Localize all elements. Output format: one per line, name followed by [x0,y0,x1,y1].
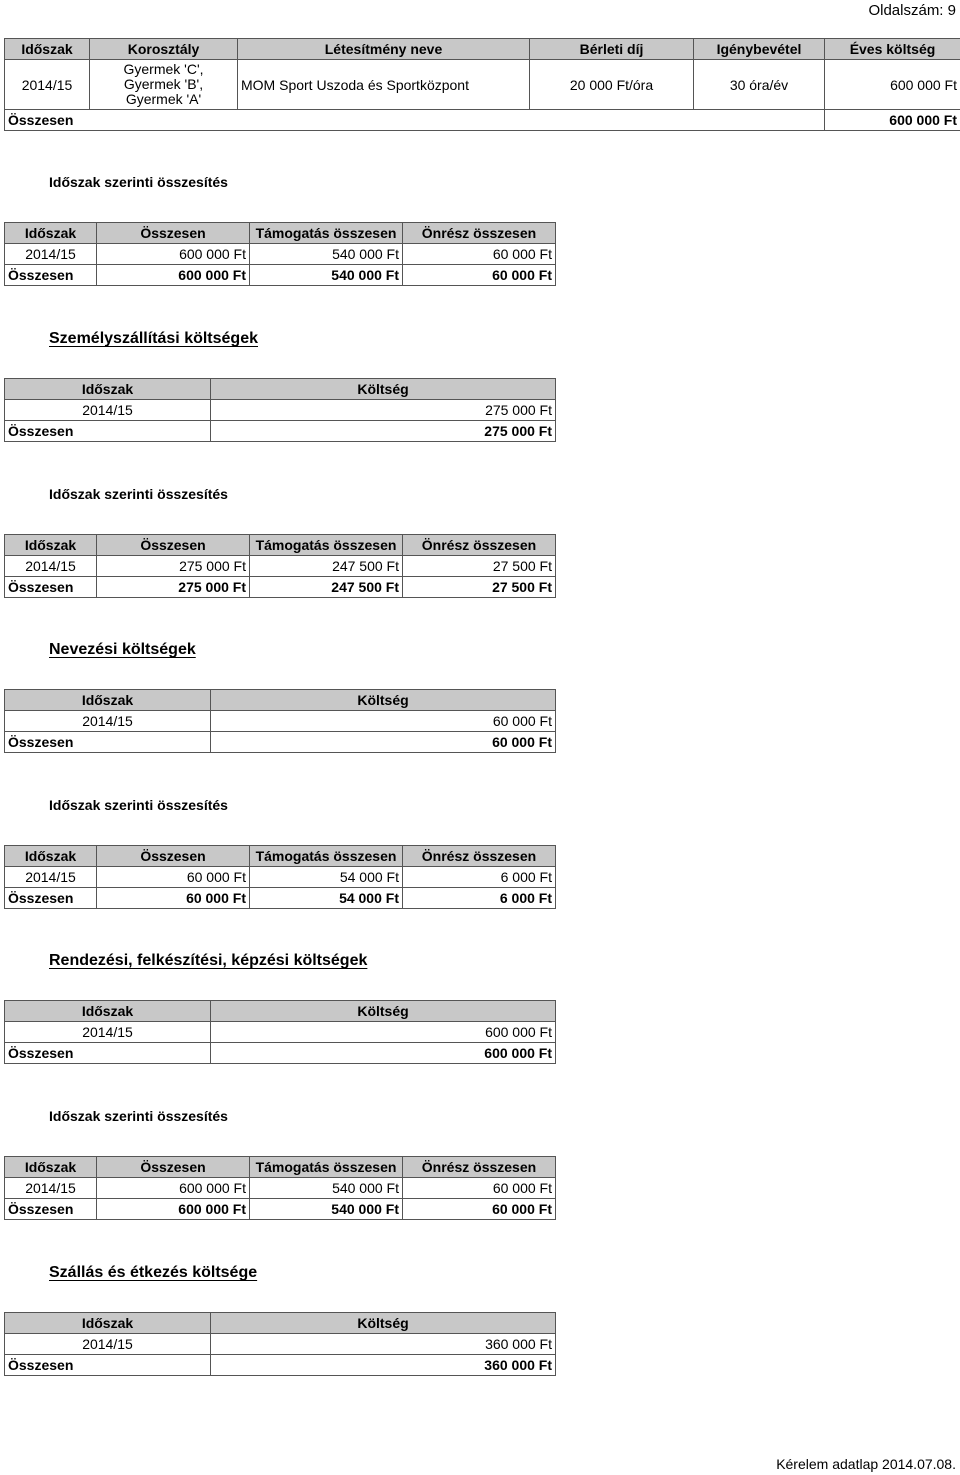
facility-name-cell: MOM Sport Uszoda és Sportközpont [238,60,530,110]
table-header-row [5,39,960,60]
table-row [5,711,556,732]
column-header: Időszak [5,690,211,711]
total-cell: 60 000 Ft [97,867,250,888]
total-cell: 600 000 Ft [97,244,250,265]
period-cell: 2014/15 [5,244,97,265]
column-header: Költség [211,690,556,711]
age-group-line: Gyermek 'B', [123,76,204,92]
summary-table [4,1156,556,1220]
total-row [5,421,556,442]
own-share-cell: 60 000 Ft [403,1199,556,1220]
column-header: Összesen [97,223,250,244]
table-header-row [5,846,556,867]
table-header-row [5,535,556,556]
rent-cell: 20 000 Ft/óra [530,60,694,110]
column-header: Időszak [5,223,97,244]
column-header: Önrész összesen [403,223,556,244]
cost-table [4,1312,556,1376]
table-row [5,400,556,421]
table-row [5,244,556,265]
cost-table [4,689,556,753]
total-label: Összesen [5,421,211,442]
period-cell: 2014/15 [5,867,97,888]
table-row [5,1178,556,1199]
period-cell: 2014/15 [5,1178,97,1199]
table-header-row [5,223,556,244]
total-row [5,1043,556,1064]
total-value: 60 000 Ft [211,732,556,753]
total-value: 275 000 Ft [211,421,556,442]
own-share-cell: 6 000 Ft [403,888,556,909]
column-header: Időszak [5,535,97,556]
column-header: Önrész összesen [403,846,556,867]
column-header: Összesen [97,535,250,556]
table-row [5,556,556,577]
column-header: Időszak [5,1001,211,1022]
period-cell: 2014/15 [5,556,97,577]
total-label: Összesen [5,110,825,131]
column-header: Önrész összesen [403,535,556,556]
column-header: Időszak [5,1157,97,1178]
table-row [5,867,556,888]
support-cell: 54 000 Ft [250,888,403,909]
support-cell: 247 500 Ft [250,577,403,598]
total-label: Összesen [5,577,97,598]
total-row [5,1199,556,1220]
support-cell: 540 000 Ft [250,265,403,286]
support-cell: 54 000 Ft [250,867,403,888]
total-cell: 600 000 Ft [97,265,250,286]
column-header: Igénybevétel [694,39,825,60]
total-label: Összesen [5,732,211,753]
total-cell: 275 000 Ft [97,577,250,598]
cost-table [4,1000,556,1064]
total-row [5,265,556,286]
table-header-row [5,1313,556,1334]
table-header-row [5,690,556,711]
age-group-line: Gyermek 'C', [123,61,204,77]
column-header: Összesen [97,1157,250,1178]
summary-title: Időszak szerinti összesítés [49,486,228,502]
total-row [5,888,556,909]
facility-table [4,38,960,131]
total-cell: 600 000 Ft [97,1178,250,1199]
summary-title: Időszak szerinti összesítés [49,1108,228,1124]
total-label: Összesen [5,1199,97,1220]
table-header-row [5,379,556,400]
total-cell: 600 000 Ft [97,1199,250,1220]
cost-cell: 275 000 Ft [211,400,556,421]
column-header: Időszak [5,39,90,60]
table-row [5,1334,556,1355]
column-header: Összesen [97,846,250,867]
page-number: Oldalszám: 9 [868,2,956,19]
cost-cell: 600 000 Ft [211,1022,556,1043]
section-title: Nevezési költségek [49,641,196,658]
summary-table [4,222,556,286]
table-header-row [5,1001,556,1022]
own-share-cell: 60 000 Ft [403,244,556,265]
own-share-cell: 60 000 Ft [403,1178,556,1199]
annual-cost-cell: 600 000 Ft [825,60,960,110]
column-header: Időszak [5,846,97,867]
own-share-cell: 27 500 Ft [403,556,556,577]
table-row [5,60,960,110]
period-cell: 2014/15 [5,711,211,732]
age-group-line: Gyermek 'A' [125,91,202,107]
column-header: Költség [211,379,556,400]
column-header: Támogatás összesen [250,223,403,244]
column-header: Éves költség [825,39,960,60]
support-cell: 247 500 Ft [250,556,403,577]
column-header: Támogatás összesen [250,846,403,867]
total-label: Összesen [5,1355,211,1376]
period-cell: 2014/15 [5,400,211,421]
total-label: Összesen [5,265,97,286]
own-share-cell: 6 000 Ft [403,867,556,888]
cost-table [4,378,556,442]
section-title: Szállás és étkezés költsége [49,1264,258,1281]
summary-table [4,845,556,909]
usage-cell: 30 óra/év [694,60,825,110]
column-header: Támogatás összesen [250,1157,403,1178]
total-row [5,1355,556,1376]
own-share-cell: 27 500 Ft [403,577,556,598]
footer-text: Kérelem adatlap 2014.07.08. [776,1456,956,1472]
summary-table [4,534,556,598]
table-row [5,1022,556,1043]
table-header-row [5,1157,556,1178]
total-label: Összesen [5,1043,211,1064]
column-header: Támogatás összesen [250,535,403,556]
section-title: Személyszállítási költségek [49,330,258,347]
cost-cell: 360 000 Ft [211,1334,556,1355]
summary-title: Időszak szerinti összesítés [49,174,228,190]
column-header: Költség [211,1001,556,1022]
total-row [5,577,556,598]
column-header: Önrész összesen [403,1157,556,1178]
total-cell: 60 000 Ft [97,888,250,909]
column-header: Létesítmény neve [238,39,530,60]
total-row [5,110,960,131]
support-cell: 540 000 Ft [250,244,403,265]
period-cell: 2014/15 [5,1334,211,1355]
support-cell: 540 000 Ft [250,1178,403,1199]
column-header: Bérleti díj [530,39,694,60]
total-value: 600 000 Ft [211,1043,556,1064]
column-header: Költség [211,1313,556,1334]
column-header: Időszak [5,1313,211,1334]
total-value: 360 000 Ft [211,1355,556,1376]
cost-cell: 60 000 Ft [211,711,556,732]
support-cell: 540 000 Ft [250,1199,403,1220]
summary-title: Időszak szerinti összesítés [49,797,228,813]
section-title: Rendezési, felkészítési, képzési költségek [49,952,368,969]
total-cell: 275 000 Ft [97,556,250,577]
column-header: Időszak [5,379,211,400]
own-share-cell: 60 000 Ft [403,265,556,286]
age-group-cell [90,60,238,110]
total-row [5,732,556,753]
total-value: 600 000 Ft [825,110,960,131]
period-cell: 2014/15 [5,60,90,110]
period-cell: 2014/15 [5,1022,211,1043]
column-header: Korosztály [90,39,238,60]
total-label: Összesen [5,888,97,909]
